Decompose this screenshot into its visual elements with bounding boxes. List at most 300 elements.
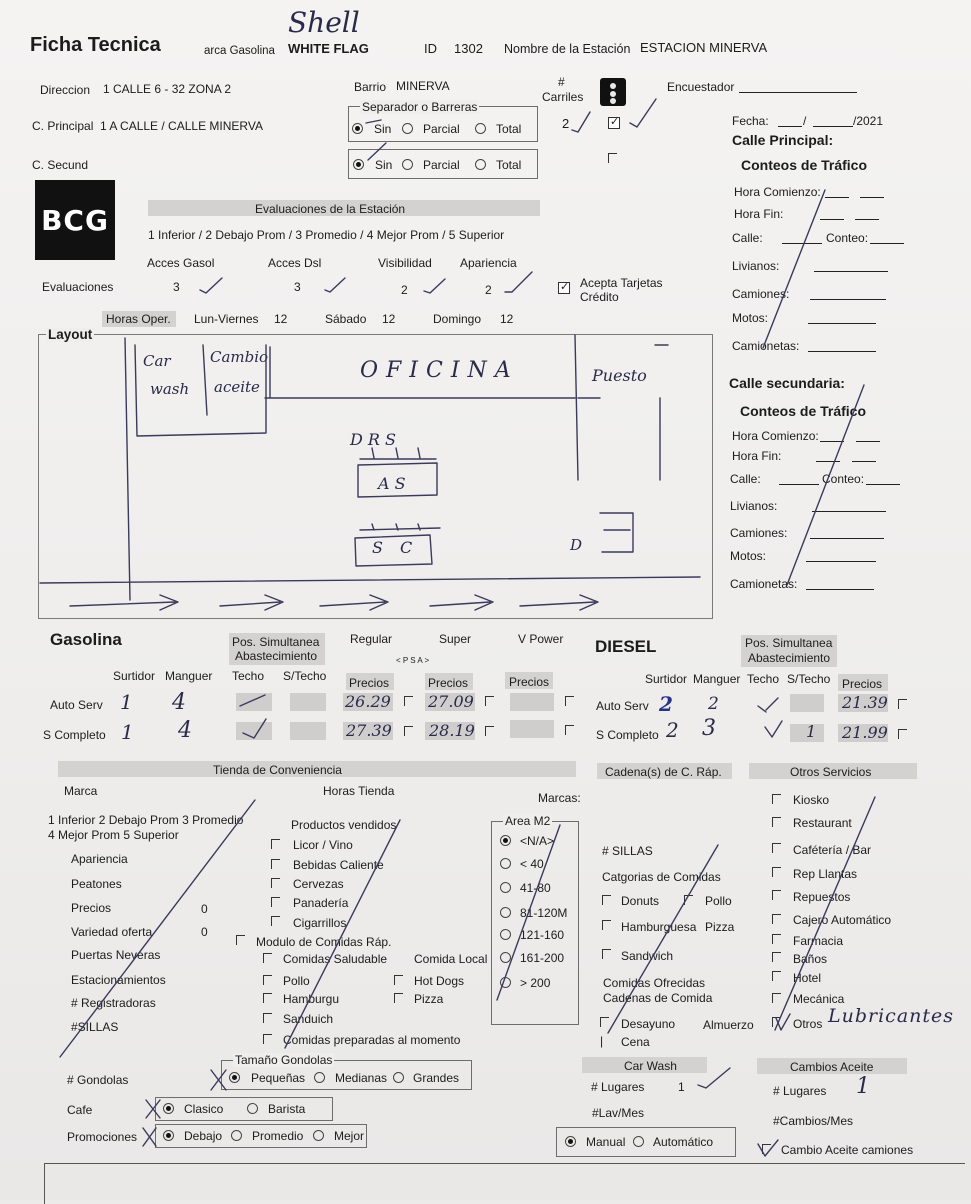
diesel-pos-1: Pos. Simultanea — [745, 636, 833, 650]
tp-calle: Calle: — [732, 231, 763, 245]
hot-dogs-check[interactable] — [394, 975, 403, 985]
gas-sc-surtidor: 1 — [121, 720, 134, 744]
sketch-puesto: Puesto — [592, 366, 647, 385]
cadena-desayuno: Desayuno — [621, 1017, 676, 1031]
form-title: Ficha Tecnica — [30, 34, 161, 56]
cadena-sandwich: Sandwich — [621, 949, 674, 963]
station-value: ESTACION MINERVA — [640, 40, 768, 55]
gas-regular: Regular — [350, 632, 393, 646]
eval-acces-gasol-value: 3 — [173, 280, 180, 294]
rep-llantas-check[interactable] — [772, 867, 781, 877]
gas-sc-regular-price: 27.39 — [346, 721, 392, 740]
eval-col-apariencia: Apariencia — [460, 256, 517, 270]
producto-licor: Licor / Vino — [293, 838, 353, 852]
tp-hf-line2 — [855, 219, 879, 220]
cafe-box — [155, 1097, 333, 1121]
tamano-label: Tamaño Gondolas — [235, 1053, 333, 1067]
ts-calle: Calle: — [730, 472, 761, 486]
sketch-cambio-2: aceite — [214, 378, 260, 396]
notes-area[interactable] — [44, 1163, 965, 1204]
gas-auto-regular-price: 26.29 — [345, 692, 391, 711]
tienda-horas: Horas Tienda — [323, 784, 395, 798]
tp-hf-line1 — [820, 219, 844, 220]
tienda-title: Tienda de Conveniencia — [213, 763, 342, 777]
gas-sc-vpower-cell[interactable] — [510, 720, 554, 738]
tienda-pollo: Pollo — [283, 974, 310, 988]
evaluaciones-scale: 1 Inferior / 2 Debajo Prom / 3 Promedio / 4 Mejor Prom / 5 Superior — [148, 228, 505, 242]
gas-h-stecho: S/Techo — [283, 669, 327, 683]
tienda-hamburgu: Hamburgu — [283, 992, 340, 1006]
evaluaciones-title: Evaluaciones de la Estación — [255, 202, 406, 216]
tp-hc-line1 — [825, 197, 849, 198]
otros-otros: Otros — [793, 1017, 823, 1031]
hotel-check[interactable] — [772, 971, 781, 981]
barrio-value: MINERVA — [396, 79, 450, 93]
check-diesel-techo-sc — [765, 721, 782, 737]
diesel-auto-check[interactable] — [898, 699, 907, 709]
ts-hora-fin: Hora Fin: — [732, 449, 782, 463]
tienda-hot-dogs: Hot Dogs — [414, 974, 465, 988]
cajero-check[interactable] — [772, 914, 781, 924]
gas-auto-techo-cell[interactable] — [236, 693, 272, 711]
farmacia-check[interactable] — [772, 934, 781, 944]
gas-sc-techo-cell[interactable] — [236, 722, 272, 740]
producto-panaderia-check[interactable] — [271, 897, 280, 907]
ts-hf-line1 — [816, 461, 840, 462]
diesel-row-sc-label: S Completo — [596, 728, 659, 742]
diesel-auto-manguer: 2 — [708, 694, 719, 714]
tp-conteo: Conteo: — [826, 231, 869, 245]
tienda-row-peatones: Peatones — [71, 877, 122, 891]
otros-hotel: Hotel — [793, 971, 822, 985]
brand-label: arca Gasolina — [204, 45, 275, 57]
eval-visibilidad-value: 2 — [401, 283, 408, 297]
tienda-precios-value: 0 — [201, 902, 208, 916]
trafico-secundaria-subtitle: Conteos de Tráfico — [740, 403, 867, 419]
acepta-tarjetas-label: Acepta Tarjetas — [580, 276, 663, 290]
area-161-200-radio[interactable] — [500, 952, 511, 963]
otros-restaurant: Restaurant — [793, 816, 852, 830]
area-161-200: 161-200 — [520, 951, 565, 965]
area-41-80-radio[interactable] — [500, 882, 511, 893]
automatico-label: Automático — [653, 1135, 714, 1149]
trafico-principal-title: Calle Principal: — [732, 132, 834, 148]
sketch-cambio-1: Cambio — [210, 348, 269, 366]
id-value: 1302 — [454, 41, 483, 56]
horas-dom-label: Domingo — [433, 312, 482, 326]
gas-auto-regular-check[interactable] — [404, 696, 413, 706]
horas-sab-value: 12 — [382, 312, 396, 326]
car-wash-lugares: # Lugares — [591, 1080, 645, 1094]
cadena-hamburguesa: Hamburguesa — [621, 920, 697, 934]
otros-cajero: Cajero Automático — [793, 913, 892, 927]
gas-precios-1: Precios — [349, 676, 390, 690]
cena-check[interactable]: | — [600, 1034, 604, 1048]
sketch-oficina: OFICINA — [360, 358, 519, 383]
kiosko-check[interactable] — [772, 794, 781, 804]
carriles-secund-checkbox[interactable] — [608, 153, 617, 163]
producto-cigarrillos: Cigarrillos — [293, 916, 347, 930]
sketch-car-wash-2: wash — [150, 380, 190, 398]
tp-calle-line — [782, 243, 822, 244]
gas-psa: < P S A > — [396, 656, 430, 665]
otros-handwritten: Lubricantes — [828, 1005, 955, 1027]
sketch-car-wash-1: Car — [143, 352, 171, 370]
check-carriles — [572, 112, 590, 132]
cambios-lugares: # Lugares — [773, 1084, 827, 1098]
barrio-label: Barrio — [354, 80, 387, 94]
tienda-sanduich: Sanduich — [283, 1012, 334, 1026]
diesel-h-manguer: Manguer — [693, 672, 741, 686]
gas-sc-super-price: 28.19 — [429, 721, 475, 740]
gas-vpower: V Power — [518, 632, 564, 646]
comidas-prep: Comidas preparadas al momento — [283, 1033, 461, 1047]
tienda-scale-1: 1 Inferior 2 Debajo Prom 3 Promedio — [48, 813, 244, 827]
debajo-label: Debajo — [184, 1129, 223, 1143]
sketch-d: D — [570, 536, 583, 554]
medianas-radio[interactable] — [314, 1072, 325, 1083]
diesel-sc-precio: 21.99 — [842, 723, 888, 742]
tp-hora-comienzo: Hora Comienzo: — [734, 185, 821, 199]
cadena-donuts: Donuts — [621, 894, 660, 908]
trafico-principal-subtitle: Conteos de Tráfico — [741, 157, 868, 173]
diesel-h-techo: Techo — [747, 672, 780, 686]
diesel-sc-surtidor: 2 — [666, 718, 679, 742]
gas-super: Super — [439, 632, 472, 646]
ts-conteo-line — [866, 484, 900, 485]
check-visibilidad — [424, 279, 445, 293]
cadena-pollo-check[interactable] — [684, 895, 693, 905]
pequenas-radio[interactable] — [229, 1072, 240, 1083]
promedio-label: Promedio — [252, 1129, 304, 1143]
cambios-lugares-value: 1 — [856, 1074, 870, 1099]
producto-cervezas-check[interactable] — [271, 878, 280, 888]
comidas-prep-check[interactable] — [263, 1034, 272, 1044]
area-200: > 200 — [520, 976, 551, 990]
producto-cervezas: Cervezas — [293, 877, 344, 891]
modulo-check[interactable] — [236, 935, 245, 945]
area-81-120-radio[interactable] — [500, 907, 511, 918]
hamburgu-check[interactable] — [263, 993, 272, 1003]
producto-bebidas: Bebidas Caliente — [293, 858, 384, 872]
diesel-sc-stecho: 1 — [806, 722, 817, 741]
horas-title: Horas Oper. — [106, 312, 171, 326]
debajo-radio[interactable] — [163, 1130, 174, 1141]
cadena-almuerzo: Almuerzo — [703, 1018, 754, 1032]
repuestos-check[interactable] — [772, 890, 781, 900]
tienda-scale-2: 4 Mejor Prom 5 Superior — [48, 828, 179, 842]
sanduich-check[interactable] — [263, 1013, 272, 1023]
mejor-radio[interactable] — [313, 1130, 324, 1141]
tienda-variedad-value: 0 — [201, 925, 208, 939]
ts-camionetas-line — [806, 589, 874, 590]
principal-label: C. Principal — [32, 119, 94, 133]
gas-sc-vpower-check[interactable] — [565, 725, 574, 735]
gas-precios-3: Precios — [509, 675, 550, 689]
otros-mecanica: Mecánica — [793, 992, 845, 1006]
manual-label: Manual — [586, 1135, 626, 1149]
gas-sc-manguer: 4 — [178, 718, 192, 743]
tienda-pizza: Pizza — [414, 992, 444, 1006]
sep-principal-sin-radio[interactable] — [352, 123, 363, 134]
diesel-auto-stecho-cell[interactable] — [790, 694, 824, 712]
otros-banos: Baños — [793, 952, 828, 966]
ts-hc-line2 — [856, 441, 880, 442]
area-title: Area M2 — [505, 814, 551, 828]
cafe-label: Cafe — [67, 1103, 93, 1117]
gondolas-label: # Gondolas — [67, 1073, 129, 1087]
gas-h-surtidor: Surtidor — [113, 669, 156, 683]
trafico-secundaria-title: Calle secundaria: — [729, 375, 845, 391]
grandes-radio[interactable] — [393, 1072, 404, 1083]
mecanica-check[interactable] — [772, 993, 781, 1003]
tp-livianos-line — [814, 271, 888, 272]
direccion-label: Direccion — [40, 83, 91, 97]
area-41-80: 41-80 — [520, 881, 551, 895]
area-121-160-radio[interactable] — [500, 929, 511, 940]
producto-panaderia: Panadería — [293, 896, 349, 910]
gas-precios-2: Precios — [428, 676, 469, 690]
cafeteria-check[interactable] — [772, 843, 781, 853]
comida-local: Comida Local — [414, 952, 488, 966]
area-81-120: 81-120M — [520, 906, 568, 920]
diesel-auto-precio: 21.39 — [842, 693, 888, 712]
sep-secund-sin: Sin — [375, 158, 393, 172]
sep-principal-total-radio[interactable] — [475, 123, 486, 134]
sketch-sc: S C — [372, 538, 419, 557]
ts-conteo: Conteo: — [822, 472, 865, 486]
car-wash-lav-mes: #Lav/Mes — [592, 1106, 645, 1120]
tienda-row-precios: Precios — [71, 901, 112, 915]
otros-kiosko: Kiosko — [793, 793, 830, 807]
ts-hf-line2 — [852, 461, 876, 462]
carriles-value: 2 — [562, 116, 570, 131]
horas-dom-value: 12 — [500, 312, 514, 326]
otros-repuestos: Repuestos — [793, 890, 851, 904]
carriles-label: Carriles — [542, 90, 584, 104]
eval-col-acces-gasol: Acces Gasol — [147, 256, 215, 270]
tienda-row-puertas: Puertas Neveras — [71, 948, 161, 962]
sep-secund-parcial-radio[interactable] — [402, 159, 413, 170]
pollo-check[interactable] — [263, 975, 272, 985]
donuts-check[interactable] — [602, 895, 611, 905]
gas-auto-stecho-cell[interactable] — [290, 693, 326, 711]
ts-motos: Motos: — [730, 549, 767, 563]
tienda-row-apariencia: Apariencia — [71, 852, 128, 866]
id-label: ID — [424, 41, 437, 56]
area-40-radio[interactable] — [500, 858, 511, 869]
ts-hc-line1 — [820, 441, 844, 442]
desayuno-check[interactable] — [600, 1017, 609, 1027]
medianas-label: Medianas — [335, 1071, 388, 1085]
otros-title: Otros Servicios — [790, 765, 872, 779]
pequenas-label: Pequeñas — [251, 1071, 306, 1085]
diesel-pos-2: Abastecimiento — [748, 651, 831, 665]
gas-auto-vpower-check[interactable] — [565, 696, 574, 706]
principal-value: 1 A CALLE / CALLE MINERVA — [100, 119, 263, 133]
diesel-precios: Precios — [842, 677, 883, 691]
cadena-pollo: Pollo — [705, 894, 732, 908]
horas-lv-label: Lun-Viernes — [194, 312, 259, 326]
cadena-cena: Cena — [621, 1035, 650, 1049]
tienda-row-variedad: Variedad oferta — [71, 925, 153, 939]
car-wash-lugares-value: 1 — [678, 1080, 685, 1094]
area-40: < 40 — [520, 857, 544, 871]
otros-check[interactable] — [772, 1017, 781, 1027]
cambio-camiones-check[interactable] — [762, 1144, 771, 1154]
manual-radio[interactable] — [565, 1136, 576, 1147]
sep-secund-total-radio[interactable] — [475, 159, 486, 170]
gas-h-techo: Techo — [232, 669, 265, 683]
diesel-sc-check[interactable] — [898, 729, 907, 739]
tienda-row-registradoras: # Registradoras — [71, 996, 156, 1010]
fecha-day-line — [778, 126, 802, 127]
eval-col-visibilidad: Visibilidad — [378, 256, 432, 270]
diesel-h-surtidor: Surtidor — [645, 672, 688, 686]
cadena-sillas: # SILLAS — [602, 844, 653, 858]
ts-camiones: Camiones: — [730, 526, 788, 540]
cadena-ofrecidas-1: Comidas Ofrecidas — [603, 976, 706, 990]
eval-row-label: Evaluaciones — [42, 280, 114, 294]
restaurant-check[interactable] — [772, 817, 781, 827]
cadena-ofrecidas-2: Cadenas de Comida — [603, 991, 713, 1005]
car-wash-title: Car Wash — [624, 1059, 677, 1073]
otros-rep-llantas: Rep Llantas — [793, 867, 858, 881]
marcas-label: Marcas: — [538, 791, 581, 805]
hamburguesa-check[interactable] — [602, 920, 611, 930]
barista-radio[interactable] — [247, 1103, 258, 1114]
tp-camionetas: Camionetas: — [732, 339, 800, 353]
gas-sc-regular-check[interactable] — [404, 726, 413, 736]
producto-licor-check[interactable] — [271, 839, 280, 849]
diesel-h-stecho: S/Techo — [787, 672, 831, 686]
brand-value: WHITE FLAG — [288, 41, 369, 56]
gas-auto-super-price: 27.09 — [428, 692, 474, 711]
sep-secund-parcial: Parcial — [423, 158, 460, 172]
producto-cigarrillos-check[interactable] — [271, 916, 280, 926]
comidas-saludable-check[interactable] — [263, 953, 272, 963]
tp-livianos: Livianos: — [732, 259, 780, 273]
banos-check[interactable] — [772, 952, 781, 962]
sep-principal-total: Total — [496, 122, 522, 136]
diesel-auto-surtidor: 2 — [659, 692, 673, 716]
gas-sc-super-check[interactable] — [485, 726, 494, 736]
check-diesel-techo-auto — [758, 698, 778, 712]
fecha-label: Fecha: — [732, 114, 769, 128]
ts-camiones-line — [810, 538, 884, 539]
sketch-as: A S — [378, 474, 406, 493]
fecha-year: /2021 — [853, 114, 884, 128]
gas-row-sc-label: S Completo — [43, 728, 106, 742]
fecha-month-line — [813, 126, 853, 127]
clasico-radio[interactable] — [163, 1103, 174, 1114]
clasico-label: Clasico — [184, 1102, 224, 1116]
horas-sab-label: Sábado — [325, 312, 367, 326]
sep-secund-sin-radio[interactable] — [353, 159, 364, 170]
sandwich-check[interactable] — [602, 949, 611, 959]
cadena-pizza: Pizza — [705, 920, 735, 934]
tp-motos: Motos: — [732, 311, 769, 325]
gas-pos-1: Pos. Simultanea — [232, 635, 320, 649]
acepta-tarjetas-checkbox[interactable]: ✓ — [560, 281, 570, 293]
comidas-saludable: Comidas Saludable — [283, 952, 388, 966]
bcg-logo: BCG — [35, 180, 115, 260]
eval-col-acces-dsl: Acces Dsl — [268, 256, 322, 270]
otros-farmacia: Farmacia — [793, 934, 844, 948]
tp-camiones-line — [810, 299, 886, 300]
modulo-label: Modulo de Comidas Ráp. — [256, 935, 392, 949]
gas-pos-2: Abastecimiento — [235, 649, 318, 663]
grandes-label: Grandes — [413, 1071, 460, 1085]
area-box — [491, 821, 579, 1025]
carriles-principal-checkbox[interactable]: ✓ — [610, 116, 620, 128]
traffic-light-icon — [600, 78, 626, 106]
acepta-tarjetas-label2: Crédito — [580, 290, 619, 304]
layout-title: Layout — [48, 327, 93, 342]
producto-bebidas-check[interactable] — [271, 859, 280, 869]
check-acces-dsl — [325, 278, 345, 292]
separador-label: Separador o Barreras — [362, 100, 478, 114]
eval-apariencia-value: 2 — [485, 283, 492, 297]
area-200-radio[interactable] — [500, 977, 511, 988]
gas-auto-manguer: 4 — [172, 690, 186, 715]
horas-lv-value: 12 — [274, 312, 288, 326]
sep-principal-sin: Sin — [374, 122, 392, 136]
cadena-categorias: Catgorias de Comidas — [602, 870, 721, 884]
ts-motos-line — [806, 561, 876, 562]
gas-auto-super-check[interactable] — [485, 696, 494, 706]
gas-row-auto-label: Auto Serv — [50, 698, 103, 712]
area-na-radio[interactable] — [500, 835, 511, 846]
tp-hora-fin: Hora Fin: — [734, 207, 784, 221]
gas-auto-surtidor: 1 — [120, 690, 133, 714]
cambio-camiones-label: Cambio Aceite camiones — [781, 1143, 914, 1157]
area-121-160: 121-160 — [520, 928, 565, 942]
promedio-radio[interactable] — [231, 1130, 242, 1141]
cambios-mes: #Cambios/Mes — [773, 1114, 854, 1128]
gas-auto-vpower-cell[interactable] — [510, 693, 554, 711]
tp-motos-line — [808, 323, 876, 324]
gas-h-manguer: Manguer — [165, 669, 213, 683]
tp-hc-line2 — [860, 197, 884, 198]
ts-camionetas: Camionetas: — [730, 577, 798, 591]
fecha-slash: / — [803, 114, 807, 128]
brand-handwritten: Shell — [288, 6, 360, 39]
mejor-label: Mejor — [334, 1129, 365, 1143]
check-separador — [630, 99, 656, 127]
encuestador-label: Encuestador — [667, 80, 735, 94]
tienda-row-sillas: #SILLAS — [71, 1020, 119, 1034]
diesel-row-auto-label: Auto Serv — [596, 699, 649, 713]
encuestador-line — [739, 92, 857, 93]
check-acces-gasol — [200, 278, 222, 293]
sketch-drs: D R S — [350, 430, 397, 449]
secund-label: C. Secund — [32, 158, 89, 172]
tienda-row-estacionamientos: Estacionamientos — [71, 973, 166, 987]
ts-hora-comienzo: Hora Comienzo: — [732, 429, 819, 443]
carriles-hash: # — [558, 75, 565, 89]
tienda-pizza-check[interactable] — [394, 993, 403, 1003]
gas-sc-stecho-cell[interactable] — [290, 722, 326, 740]
barista-label: Barista — [268, 1102, 306, 1116]
cambios-title: Cambios Aceite — [790, 1060, 874, 1074]
automatico-radio[interactable] — [633, 1136, 644, 1147]
sep-principal-parcial-radio[interactable] — [402, 123, 413, 134]
station-label: Nombre de la Estación — [504, 42, 631, 56]
check-apariencia — [505, 272, 532, 292]
tienda-marca: Marca — [64, 784, 98, 798]
ts-calle-line — [779, 484, 819, 485]
